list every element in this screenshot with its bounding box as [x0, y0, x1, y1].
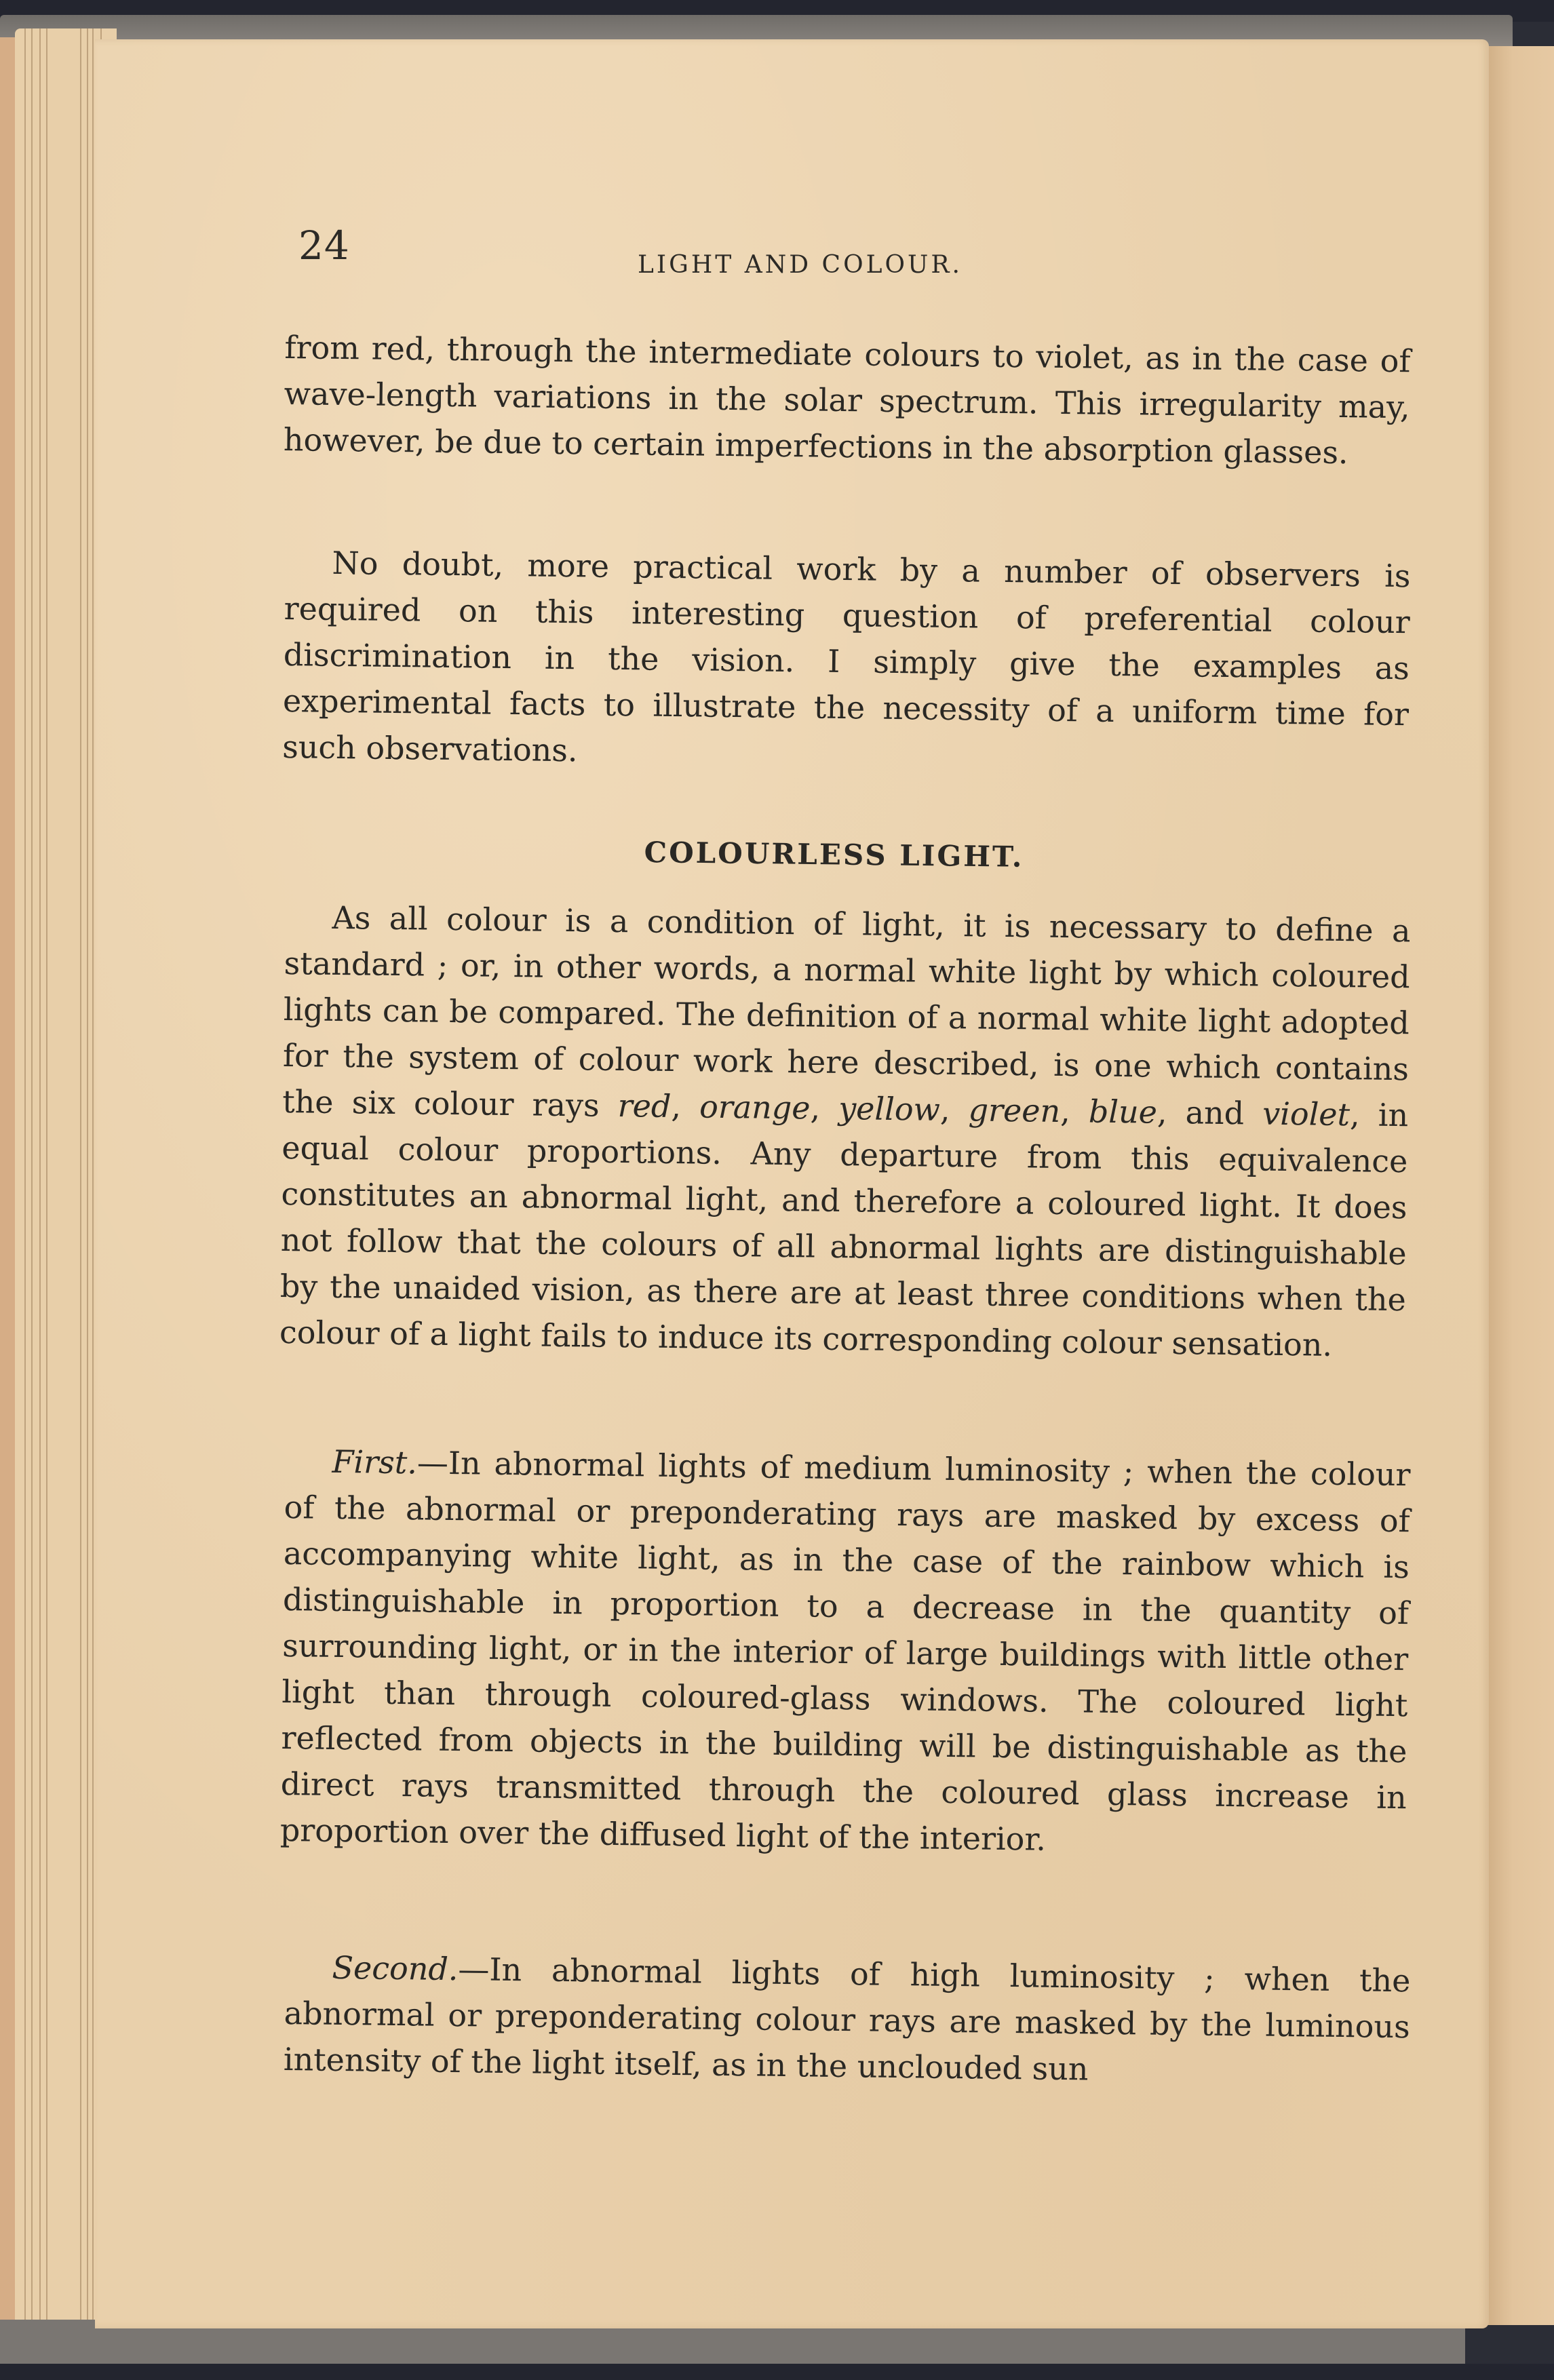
text-run: , [1060, 1092, 1089, 1130]
text-run: As all colour is a condition of light, it is necessary to define a standard ; or, in other words, a normal white light by which coloured lights can be compared. The definition of a normal white light adopted for the system of colour work here described, is one which contains the six colour rays [281, 899, 1411, 1125]
paragraph-text: from red, through the intermediate colours to violet, as in the case of wave-length variations in the solar spectrum. This irregularity may, however, be due to certain imperfections in the absorption glasses. [283, 328, 1411, 471]
page-edge-line [46, 28, 47, 2328]
page-edge-line [92, 28, 94, 2328]
next-page-edge [1485, 46, 1554, 2325]
text-run: —In abnormal lights of high luminosity ; when the abnormal or preponderating colour rays are masked by the luminous intensity of the light itself, as in the unclouded sun [283, 1951, 1411, 2088]
italic-colour-red: red [617, 1087, 672, 1125]
italic-colour-orange: orange [699, 1088, 811, 1127]
running-head: LIGHT AND COLOUR. [638, 251, 963, 279]
paragraph-text [284, 1944, 1411, 2096]
paragraph-text [279, 894, 1411, 1369]
page-number: 24 [298, 222, 350, 269]
page-edge-line [24, 28, 26, 2328]
text-run: —In abnormal lights of medium luminosity ; when the colour of the abnormal or preponderating rays are masked by excess of accompanying white light, as in the case of the rainbow which is distinguishable in proportion to a decrease in the quantity of surrounding light, or in the interior of large buildings with little other light than through coloured-glass windows. The coloured light reflected from objects in the building will be distinguishable as the direct rays transmitted through the coloured glass increase in proportion over the diffused light of the interior. [279, 1444, 1411, 1858]
italic-label-second: Second. [332, 1949, 459, 1988]
paragraph-continuation [284, 324, 1411, 476]
italic-colour-green: green [968, 1091, 1061, 1129]
page-edge-line [80, 28, 81, 2328]
paragraph-no-doubt [282, 539, 1411, 783]
italic-colour-yellow: yellow [838, 1089, 941, 1128]
page-edge-line [31, 28, 33, 2328]
italic-label-first: First. [332, 1443, 418, 1481]
text-run: , in equal colour proportions. Any departure from this equivalence constitutes an abnormal light, and therefore a coloured light. It does not follow that the colours of all abnormal lights are distinguishable by the unaided vision, as there are at least three conditions when the colour of a light fails to induce its corresponding colour sensation. [279, 1096, 1409, 1363]
text-run: , [671, 1087, 700, 1125]
page-edge-line [39, 28, 41, 2328]
paragraph-text [280, 1438, 1411, 1867]
paragraph-first-condition [280, 1438, 1411, 1867]
page-edge-line [87, 28, 88, 2328]
text-run: , [939, 1091, 969, 1129]
paragraph-colourless-light [279, 894, 1411, 1369]
section-heading: COLOURLESS LIGHT. [644, 836, 1024, 874]
text-run: , and [1157, 1093, 1263, 1132]
paragraph-second-condition [284, 1944, 1411, 2096]
italic-colour-violet: violet [1262, 1095, 1351, 1133]
paragraph-text: No doubt, more practical work by a number of observers is required on this interesting question of preferential colour discrimination in the vision. I simply give the examples as experimental facts to illustrate the necessity of a uniform time for such observations. [281, 544, 1411, 769]
text-run: , [810, 1089, 839, 1127]
book-cover-bottom [0, 2364, 1554, 2380]
italic-colour-blue: blue [1088, 1093, 1158, 1131]
